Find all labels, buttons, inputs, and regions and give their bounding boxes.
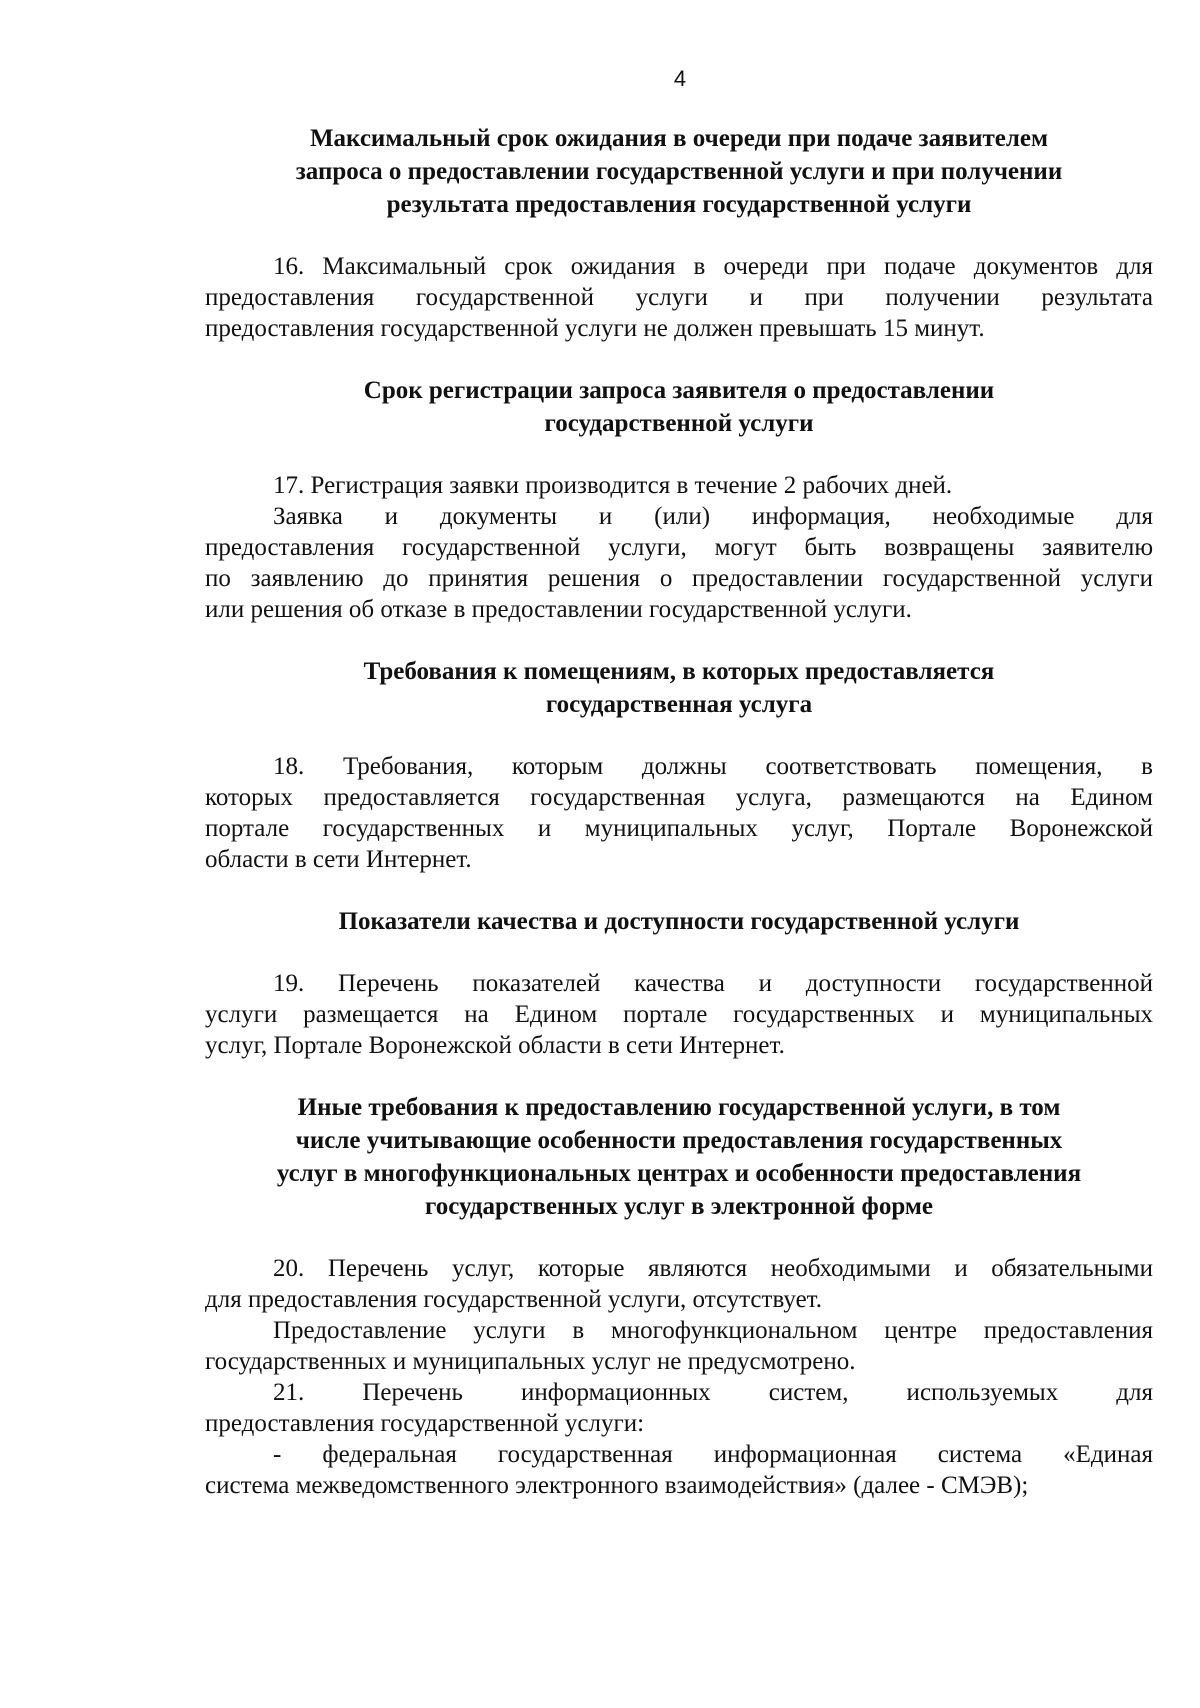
section-other-requirements [205,1091,1153,1501]
paragraph-21: 21. Перечень информационных систем, используемых для предоставления государственной услуги: [205,1379,1153,1437]
document-body [205,122,1153,1501]
paragraph-20: 20. Перечень услуг, которые являются необходимыми и обязательными для предоставления государственной услуги, отсутствует. [205,1255,1153,1313]
section-quality-indicators [205,905,1153,1061]
paragraph-19: 19. Перечень показателей качества и доступности государственной услуги размещается на Едином портале государственных и муниципальных услуг, Портале Воронежской области в сети Интернет. [205,970,1153,1059]
paragraph-16: 16. Максимальный срок ожидания в очереди при подаче документов для предоставления государственной услуги и при получении результата предоставления государственной услуги не должен превышать 15 минут. [205,253,1153,342]
section-registration-term [205,374,1153,625]
section-waiting-time [205,122,1153,344]
page-number: 4 [673,66,687,91]
section-heading: Максимальный срок ожидания в очереди при подаче заявителем запроса о предоставлении государственной услуги и при получении результата предоставления государственной услуги [295,125,1063,218]
paragraph-21-smev: - федеральная государственная информационная система «Единая система межведомственного электронного взаимодействия» (далее - СМЭВ); [205,1441,1153,1499]
section-heading: Срок регистрации запроса заявителя о предоставлении государственной услуги [363,377,995,437]
section-heading: Иные требования к предоставлению государственной услуги, в том числе учитывающие особенности предоставления государственных услуг в многофункциональных центрах и особенности предоставления государственных услуг в электронной форме [276,1094,1082,1220]
paragraph-20-mfc: Предоставление услуги в многофункциональном центре предоставления государственных и муниципальных услуг не предусмотрено. [205,1317,1153,1375]
paragraph-17-continued: Заявка и документы и (или) информация, необходимые для предоставления государственной услуги, могут быть возвращены заявителю по заявлению до принятия решения о предоставлении государственной услуги или решения об отказе в предоставлении государственной услуги. [205,503,1153,623]
paragraph-18: 18. Требования, которым должны соответствовать помещения, в которых предоставляется государственная услуга, размещаются на Едином портале государственных и муниципальных услуг, Портале Воронежской области в сети Интернет. [205,753,1153,873]
section-heading: Требования к помещениям, в которых предоставляется государственная услуга [363,658,995,718]
paragraph-17: 17. Регистрация заявки производится в течение 2 рабочих дней. [273,472,953,499]
section-heading: Показатели качества и доступности государственной услуги [338,908,1020,935]
section-premises-requirements [205,655,1153,875]
